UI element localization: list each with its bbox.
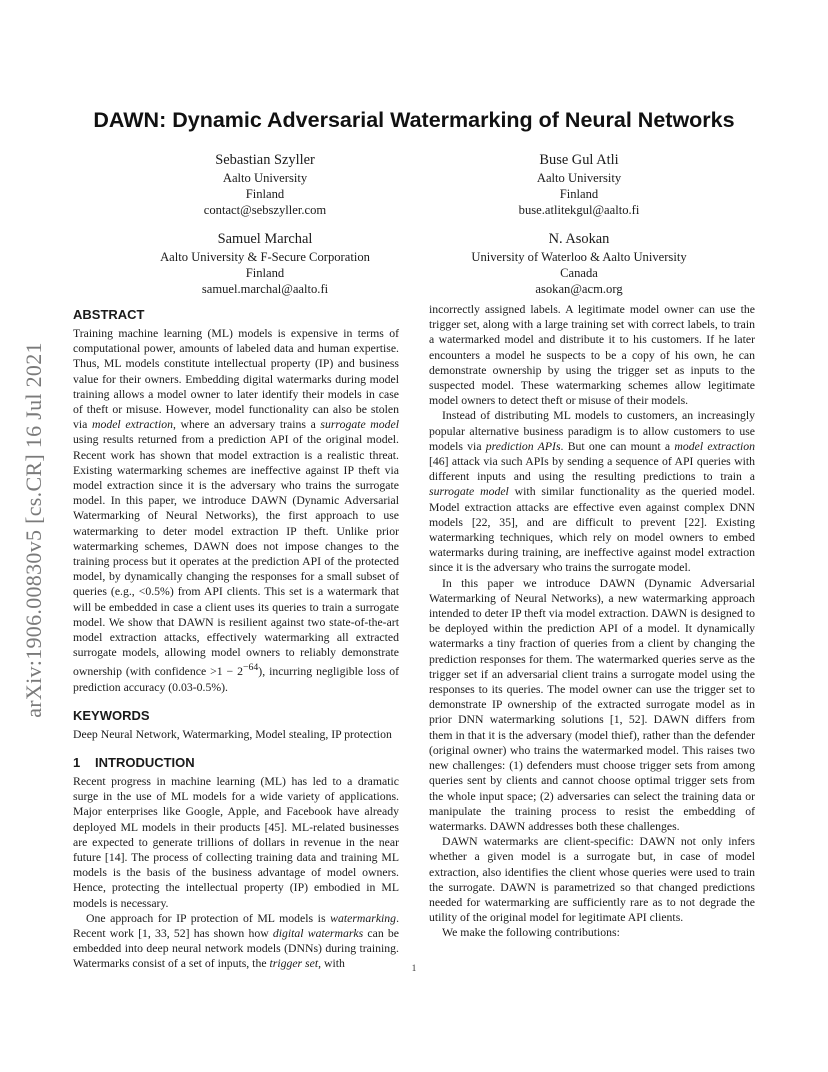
left-column (73, 306, 399, 972)
author-email: buse.atlitekgul@aalto.fi (518, 203, 640, 218)
introduction-paragraph: One approach for IP protection of ML models is watermarking. Recent work [1, 33, 52] has shown how digital watermarks can be embedded into deep neural network models (DNNs) during training. Watermarks consist of a set of inputs, the trigger set, with (73, 911, 399, 971)
section-title: INTRODUCTION (95, 754, 195, 770)
abstract-heading: ABSTRACT (73, 307, 145, 322)
author-name: Buse Gul Atli (539, 152, 619, 168)
author-email: asokan@acm.org (535, 282, 623, 297)
author-name: Sebastian Szyller (215, 152, 315, 168)
author-affiliation: University of Waterloo & Aalto University (471, 250, 687, 264)
arxiv-identifier-text: arXiv:1906.00830v5 [cs.CR] 16 Jul 2021 (21, 342, 47, 718)
page-number: 1 (411, 964, 417, 974)
author-country: Finland (245, 187, 285, 202)
author-affiliation: Aalto University (536, 171, 622, 185)
author-email: contact@sebszyller.com (203, 203, 327, 218)
author-name: Samuel Marchal (217, 231, 313, 247)
paper-title: DAWN: Dynamic Adversarial Watermarking of Neural Networks (93, 108, 735, 132)
author-email: samuel.marchal@aalto.fi (201, 282, 329, 297)
section-number: 1 (73, 754, 81, 770)
author-block (100, 230, 430, 298)
author-name: N. Asokan (548, 231, 610, 247)
introduction-paragraph: Recent progress in machine learning (ML) has led to a dramatic surge in the use of ML models for a wide variety of applications. Major enterprises like Google, Apple, and Facebook have already deployed ML models in their products [45]. ML-related businesses are expected to generate trillions of dollars in revenue in the near future [14]. The process of collecting training data and training ML models is the basis of the business advantage of model owners. Hence, protecting the intellectual property (IP) embodied in ML models is necessary. (73, 774, 399, 910)
introduction-paragraph-continued: incorrectly assigned labels. A legitimate model owner can use the trigger set, along with a large training set with correct labels, to train a watermarked model and distribute it to his customers. If he later encounters a model he suspects to be a copy of his own, he can demonstrate ownership by using the trigger set as inputs to the suspected model. These watermarking schemes allow legitimate model owners to detect theft or misuse of their models. (429, 303, 755, 408)
right-column (429, 302, 755, 941)
introduction-heading (73, 754, 399, 771)
paragraph-continued-marker: , with (318, 957, 345, 971)
author-affiliation: Aalto University (222, 171, 308, 185)
author-block (414, 230, 744, 298)
arxiv-identifier-stamp (14, 300, 54, 760)
author-country: Finland (245, 266, 285, 281)
author-block (414, 151, 744, 219)
introduction-paragraph: Instead of distributing ML models to customers, an increasingly popular alternative business paradigm is to allow customers to use models via prediction APIs. But one can mount a model extraction [46] attack via such APIs by sending a sequence of API queries with different inputs and using the resulting predictions to train a surrogate model with similar functionality as the queried model. Model extraction attacks are effective even against complex DNN models [22, 35], and are difficult to prevent [22]. Existing watermarking techniques, which rely on model owners to embed watermarks during training, are ineffective against model extraction since it is the adversary who trains the surrogate model. (429, 409, 755, 575)
keywords-text: Deep Neural Network, Watermarking, Model stealing, IP protection (73, 727, 392, 741)
author-block (100, 151, 430, 219)
keywords-heading: KEYWORDS (73, 707, 150, 723)
author-affiliation: Aalto University & F-Secure Corporation (160, 250, 370, 264)
introduction-paragraph: DAWN watermarks are client-specific: DAWN not only infers whether a given model is a surrogate but, in case of model extraction, also identifies the client whose queries were used to train the surrogate. DAWN is parametrized so that changed predictions needed for watermarking are sufficiently rare as to not degrade the utility of the original model for legitimate API clients. (429, 835, 755, 925)
author-country: Finland (559, 187, 599, 202)
introduction-paragraph: In this paper we introduce DAWN (Dynamic Adversarial Watermarking of Neural Networks), a new watermarking approach intended to deter IP theft via model extraction. DAWN is designed to be deployed within the prediction API of a model. It dynamically watermarks a tiny fraction of queries from a client by changing the prediction responses for them. The watermarked queries serve as the trigger set if an adversarial client trains a surrogate model using the responses to its queries. The model owner can use the trigger set to demonstrate IP ownership of the extracted surrogate model as in prior DNN watermarking solutions [1, 52]. DAWN differs from them in that it is the adversary (model thief), rather than the defender (original owner) who trains the watermarked model. This raises two new challenges: (1) defenders must choose trigger sets from among queries sent by clients and cannot choose optimal trigger sets from the whole input space; (2) adversaries can select the training data or manipulate the training process to resist the embedding of watermarks. DAWN addresses both these challenges. (429, 576, 755, 833)
abstract-paragraph: Training machine learning (ML) models is expensive in terms of computational power, amounts of labeled data and human expertise. Thus, ML models constitute intellectual property (IP) and business value for their owners. Embedding digital watermarks during model training allows a model owner to later identify their models in case of theft or misuse. However, model functionality can also be stolen via model extraction, where an adversary trains a surrogate model using results returned from a prediction API of the original model. Recent work has shown that model extraction is a realistic threat. Existing watermarking schemes are ineffective against IP theft via model extraction since it is the adversary who trains the surrogate model. In this paper, we introduce DAWN (Dynamic Adversarial Watermarking of Neural Networks), the first approach to use watermarking to deter model extraction IP theft. Unlike prior watermarking schemes, DAWN does not impose changes to the training process but it operates at the prediction API of the protected model, by dynamically changing the responses for a small subset of queries (e.g., <0.5%) from API clients. This set is a watermark that will be embedded in case a client uses its queries to train a surrogate model. We show that DAWN is resilient against two state-of-the-art model extraction attacks, effectively watermarking all extracted surrogate models, allowing model owners to reliably demonstrate ownership (with confidence $>1 - 2^{-64}$), incurring negligible loss of prediction accuracy (0.03-0.5%). (73, 327, 400, 694)
author-country: Canada (560, 266, 598, 281)
introduction-paragraph: We make the following contributions: (442, 926, 620, 940)
